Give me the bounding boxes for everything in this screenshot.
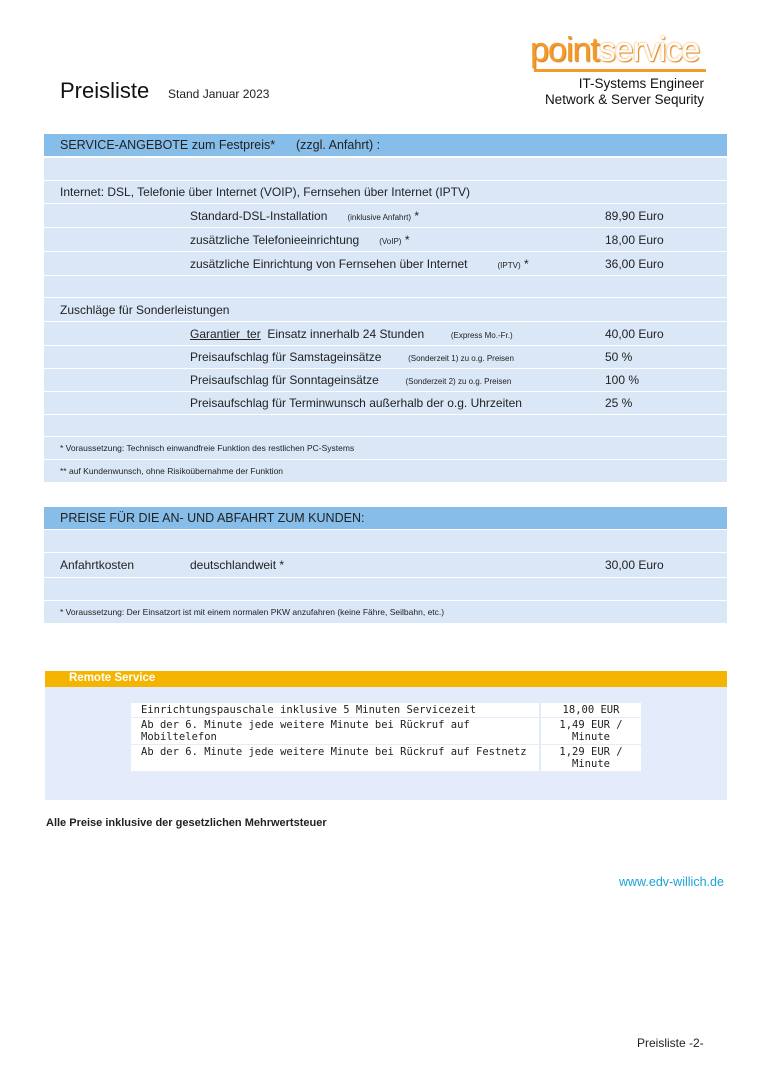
item-scope: deutschlandweit * <box>190 558 285 572</box>
empty-row <box>44 158 727 180</box>
price-row <box>44 392 727 414</box>
item-label: zusätzliche Telefonieeinrichtung <box>190 232 360 247</box>
remote-service-header <box>45 671 727 687</box>
footnote: ** auf Kundenwunsch, ohne Risikoübernahme der Funktion <box>60 466 284 476</box>
heading-text: Zuschläge für Sonderleistungen <box>60 302 230 317</box>
row-label: Ab der 6. Minute jede weitere Minute bei Rückruf auf Festnetz <box>131 745 540 772</box>
price-row <box>44 553 727 577</box>
price-row <box>44 252 727 275</box>
empty-row <box>44 530 727 552</box>
footnote-row <box>44 601 727 623</box>
footnote: * Voraussetzung: Der Einsatzort ist mit einem normalen PKW anzufahren (keine Fähre, Seilbahn, etc.) <box>60 607 445 617</box>
remote-service-body <box>45 687 727 800</box>
price-row <box>44 322 727 345</box>
row-label: Ab der 6. Minute jede weitere Minute bei Rückruf auf Mobiltelefon <box>131 718 540 745</box>
empty-row <box>44 415 727 436</box>
section-title-note: (zzgl. Anfahrt) : <box>296 138 381 152</box>
row-label: Einrichtungspauschale inklusive 5 Minuten Servicezeit <box>131 703 540 718</box>
section-title: SERVICE-ANGEBOTE zum Festpreis* <box>60 138 276 152</box>
item-note: (Express Mo.-Fr.) <box>450 330 513 340</box>
item-mark: * <box>414 208 420 223</box>
footnote-row <box>44 437 727 459</box>
item-label: Preisaufschlag für Sonntageinsätze <box>190 373 379 387</box>
logo-word: point <box>530 31 599 69</box>
item-price: 25 % <box>605 396 633 410</box>
item-label: Standard-DSL-Installation <box>190 208 328 223</box>
item-price: 50 % <box>605 350 633 364</box>
item-mark: * <box>523 256 529 271</box>
item-note: (VoIP) <box>379 236 402 246</box>
page-number: Preisliste -2- <box>637 1036 704 1050</box>
table-row <box>131 703 641 718</box>
logo-underline <box>534 69 706 72</box>
item-mark: * <box>404 232 410 247</box>
item-label: zusätzliche Einrichtung von Fernsehen über Internet <box>190 256 468 271</box>
website-link[interactable]: www.edv-willich.de <box>619 875 724 889</box>
footnote-row <box>44 460 727 482</box>
group-heading <box>44 181 727 203</box>
item-note: (inklusive Anfahrt) <box>347 212 412 222</box>
logo-word: service <box>598 31 700 69</box>
logo-tagline: Network & Server Sequrity <box>544 92 704 107</box>
logo <box>530 32 710 108</box>
row-price: 1,29 EUR / Minute <box>540 745 641 772</box>
item-note: (Sonderzeit 1) zu o.g. Preisen <box>408 354 514 363</box>
item-price: 40,00 Euro <box>605 326 664 341</box>
vat-note: Alle Preise inklusive der gesetzlichen Mehrwertsteuer <box>46 817 327 829</box>
section-title: Remote Service <box>69 672 156 684</box>
section-header <box>44 507 727 529</box>
table-row <box>131 718 641 745</box>
section-title: PREISE FÜR DIE AN- UND ABFAHRT ZUM KUNDEN: <box>60 511 365 525</box>
price-row <box>44 369 727 391</box>
remote-price-table <box>131 703 641 772</box>
row-price: 1,49 EUR / Minute <box>540 718 641 745</box>
price-row <box>44 228 727 251</box>
price-row <box>44 346 727 368</box>
item-price: 30,00 Euro <box>605 558 664 572</box>
group-heading <box>44 298 727 321</box>
item-label: Preisaufschlag für Terminwunsch außerhalb der o.g. Uhrzeiten <box>190 396 522 410</box>
logo-tagline: IT-Systems Engineer <box>578 76 704 91</box>
row-price: 18,00 EUR <box>540 703 641 718</box>
page-title: Preisliste <box>60 78 150 103</box>
item-label: Anfahrtkosten <box>60 558 135 572</box>
item-price: 89,90 Euro <box>605 208 664 223</box>
item-price: 36,00 Euro <box>605 256 664 271</box>
item-label: Preisaufschlag für Samstageinsätze <box>190 350 382 364</box>
empty-row <box>44 578 727 600</box>
section-header <box>44 134 727 156</box>
price-row <box>44 204 727 227</box>
table-row <box>131 745 641 772</box>
item-label-underlined: Garantier ter <box>190 326 261 341</box>
item-price: 100 % <box>605 373 640 387</box>
item-price: 18,00 Euro <box>605 232 664 247</box>
stand-date: Stand Januar 2023 <box>168 87 270 101</box>
footnote: * Voraussetzung: Technisch einwandfreie Funktion des restlichen PC-Systems <box>60 443 355 453</box>
item-note: (IPTV) <box>497 260 521 270</box>
item-label: Einsatz innerhalb 24 Stunden <box>267 326 425 341</box>
heading-text: Internet: DSL, Telefonie über Internet (VOIP), Fernsehen über Internet (IPTV) <box>60 185 470 199</box>
empty-row <box>44 276 727 297</box>
item-note: (Sonderzeit 2) zu o.g. Preisen <box>405 377 512 386</box>
